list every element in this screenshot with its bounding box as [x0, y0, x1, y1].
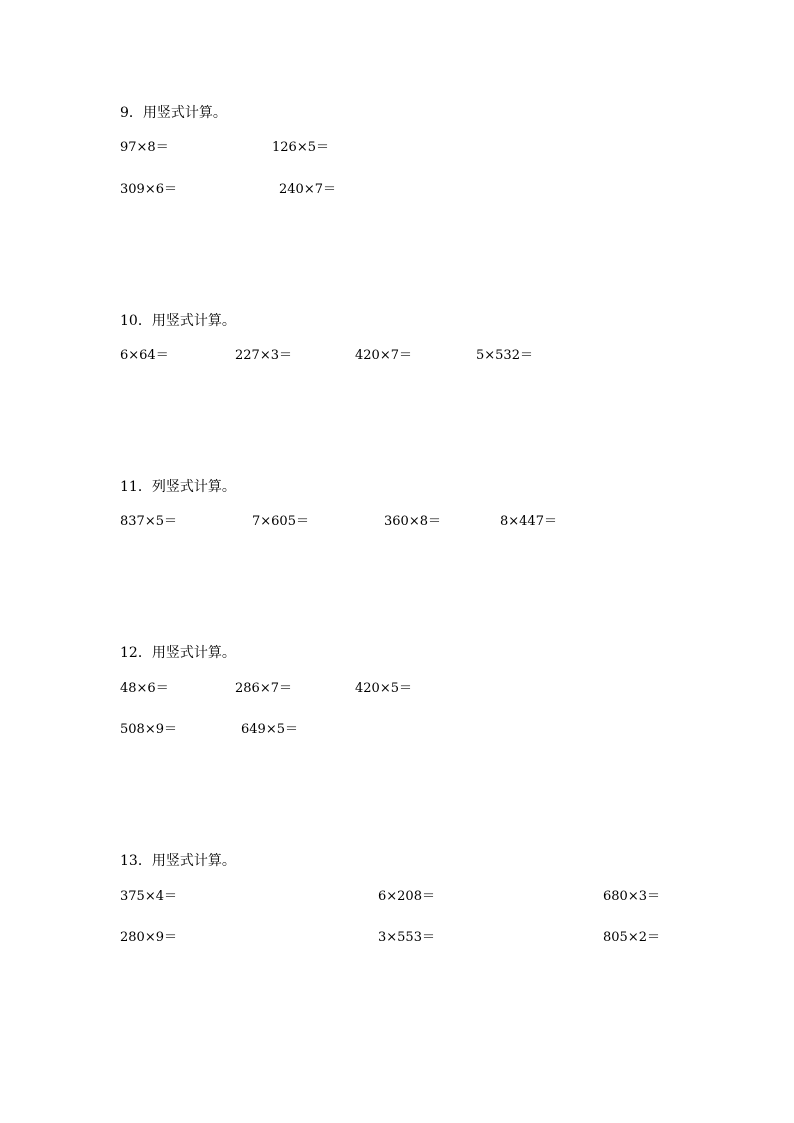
question-12-expression: 420×5＝: [355, 681, 412, 696]
question-11-expression: 7×605＝: [252, 514, 309, 529]
question-11-expression: 8×447＝: [500, 514, 557, 529]
question-10-title: 10．用竖式计算。: [120, 313, 236, 329]
question-13-expression: 6×208＝: [378, 889, 435, 904]
question-12-expression: 286×7＝: [235, 681, 292, 696]
question-11-expression: 360×8＝: [384, 514, 441, 529]
question-12-expression: 508×9＝: [120, 722, 177, 737]
question-9-title: 9．用竖式计算。: [120, 105, 227, 121]
question-10-expression: 227×3＝: [235, 348, 292, 363]
question-13-title: 13．用竖式计算。: [120, 853, 236, 869]
question-9-expression: 126×5＝: [272, 140, 329, 155]
question-10-expression: 420×7＝: [355, 348, 412, 363]
question-13-expression: 680×3＝: [603, 889, 660, 904]
question-11-expression: 837×5＝: [120, 514, 177, 529]
question-9-expression: 240×7＝: [279, 182, 336, 197]
question-11-title: 11．列竖式计算。: [120, 479, 236, 495]
question-10-expression: 6×64＝: [120, 348, 169, 363]
question-10-expression: 5×532＝: [476, 348, 533, 363]
question-13-expression: 375×4＝: [120, 889, 177, 904]
question-12-expression: 48×6＝: [120, 681, 169, 696]
question-9-expression: 309×6＝: [120, 182, 177, 197]
question-9-expression: 97×8＝: [120, 140, 169, 155]
question-13-expression: 280×9＝: [120, 930, 177, 945]
question-12-expression: 649×5＝: [241, 722, 298, 737]
question-12-title: 12．用竖式计算。: [120, 645, 236, 661]
question-13-expression: 805×2＝: [603, 930, 660, 945]
question-13-expression: 3×553＝: [378, 930, 435, 945]
